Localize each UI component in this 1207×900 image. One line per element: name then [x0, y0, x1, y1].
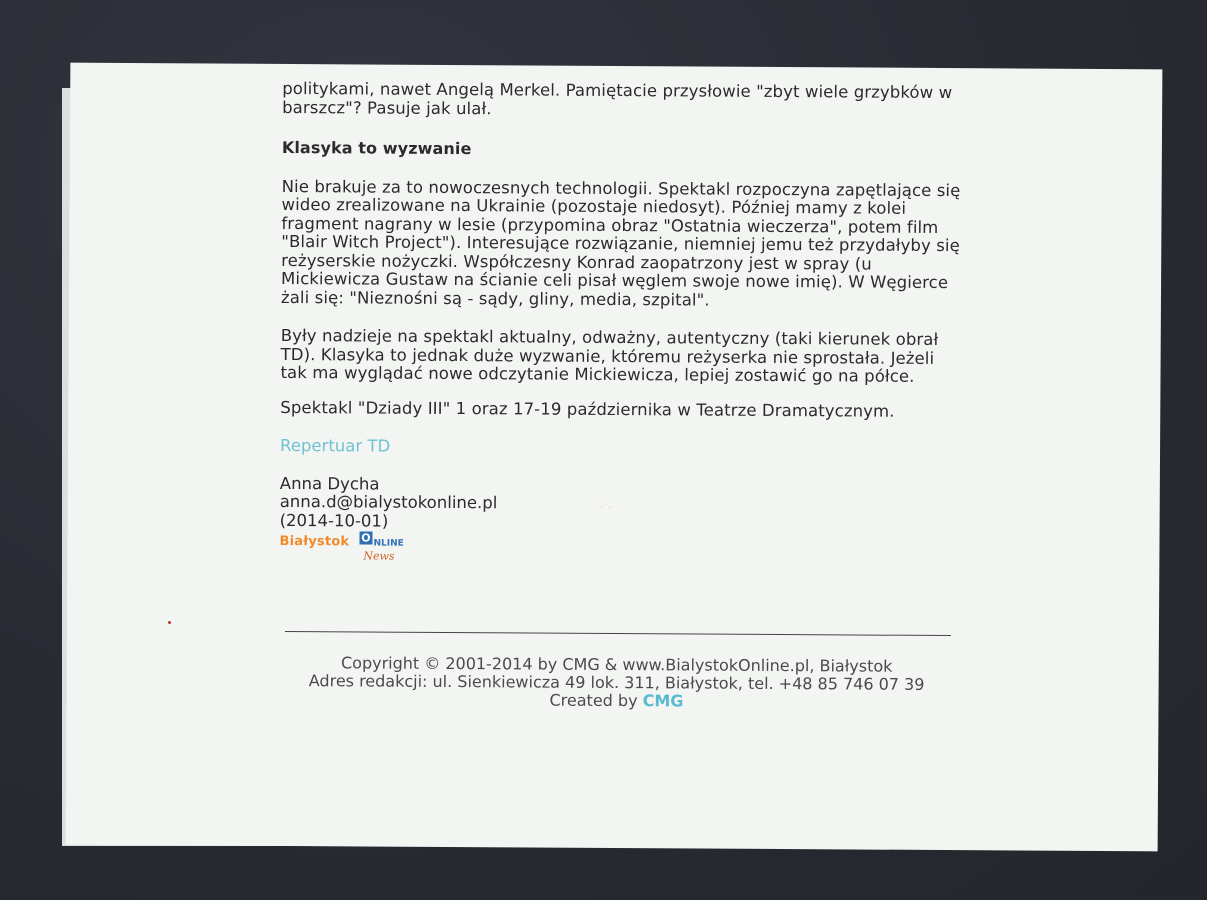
address-line: Adres redakcji: ul. Sienkiewicza 49 lok. 311, Białystok, tel. +48 85 746 07 39: [308, 671, 925, 694]
author-email: anna.d@bialystokonline.pl: [279, 491, 498, 513]
section-heading: Klasyka to wyzwanie: [281, 137, 472, 159]
footer-divider: [285, 631, 951, 636]
author-name: Anna Dycha: [279, 473, 380, 494]
created-by-label: Created by: [549, 690, 638, 711]
bialystokonline-news-logo: [279, 530, 419, 563]
article-content: [279, 80, 962, 566]
cmg-link[interactable]: CMG: [642, 691, 684, 711]
logo-news: News: [363, 549, 395, 563]
copyright-line: Copyright © 2001-2014 by CMG & www.BialystokOnline.pl, Białystok: [340, 653, 893, 676]
scan-speck: [168, 621, 171, 624]
printed-page: [66, 63, 1163, 852]
footer: [266, 654, 966, 712]
hopes-paragraph: Były nadzieje na spektakl aktualny, odważny, autentyczny (taki kierunek obrał TD). Klasyka to jednak duże wyzwanie, któremu reżyserka nie sprostała. Jeżeli tak ma wyglądać nowe odczytanie Mickiewicza, lepiej zostawić go na półce.: [280, 325, 939, 386]
logo-o-box: O: [361, 531, 371, 545]
repertoire-link[interactable]: Repertuar TD: [280, 435, 391, 456]
intro-paragraph: politykami, nawet Angelą Merkel. Pamiętacie przysłowie "zbyt wiele grzybków w barszcz"? Pasuje jak ulał.: [282, 78, 953, 118]
article-date: (2014-10-01): [279, 510, 389, 531]
performance-info: Spektakl "Dziady III" 1 oraz 17-19 października w Teatrze Dramatycznym.: [280, 397, 895, 421]
logo-text: Białystok: [279, 533, 350, 550]
tech-paragraph: Nie brakuje za to nowoczesnych technologii. Spektakl rozpoczyna zapętlające się wideo zrealizowane na Ukrainie (pozostaje niedosyt). Później mamy z kolei fragment nagrany w lesie (przypomina obraz "Ostatnia wieczerza", potem film "Blair Witch Project"). Interesujące rozwiązanie, niemniej jemu też przydałyby się reżyserskie nożyczki. Współczesny Konrad zaopatrzony jest w spray (u Mickiewicza Gustaw na ścianie celi pisał węglem swoje nowe imię). W Węgierce żali się: "Nieznośni są - sądy, gliny, media, szpital".: [280, 176, 961, 310]
author-block: [280, 474, 960, 534]
logo-online: NLINE: [373, 538, 404, 549]
faint-scan-mark: ·˙·: [600, 503, 612, 514]
